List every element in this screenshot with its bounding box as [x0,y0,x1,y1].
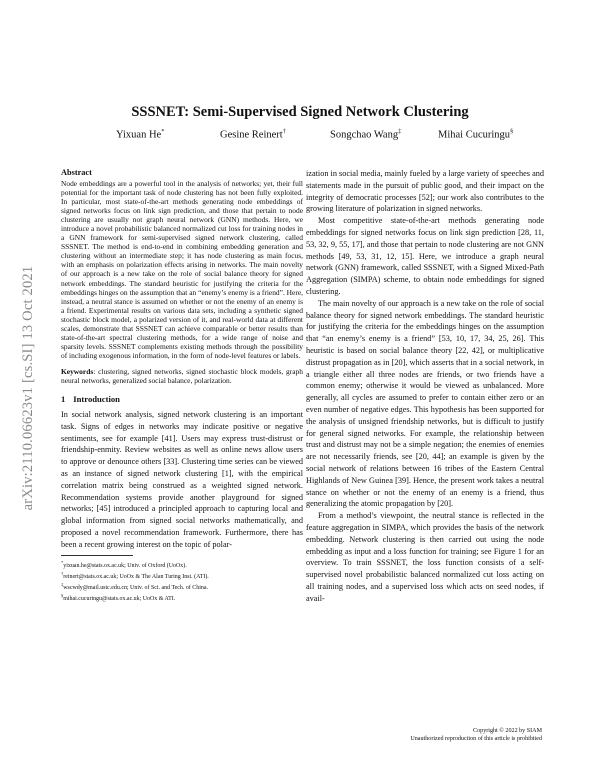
section-title: Introduction [73,394,120,405]
author-name: Songchao Wang [330,129,399,141]
keywords-label: Keywords [61,366,94,376]
footnote [61,570,303,581]
author-3 [330,128,401,141]
keywords [61,367,303,385]
author-mark: † [282,128,286,135]
abstract-text: Node embeddings are a powerful tool in the analysis of networks; yet, their full potential for the important task of node clustering has not been fully exploited. In particular, most state-of-the-art methods generating node embeddings of signed networks focus on link sign prediction, and those that pertain to node clustering are usually not graph neural network (GNN) methods. Here, we introduce a novel probabilistic balanced normalized cut loss for training nodes in a GNN framework for semi-supervised signed network clustering, called SSSNET. The method is end-to-end in combining embedding generation and clustering without an intermediate step; it has node clustering as main focus, with an emphasis on polarization effects arising in networks. The main novelty of our approach is a new take on the role of social balance theory for signed network embeddings. The standard heuristic for justifying the criteria for the embeddings hinges on the assumption that an “enemy’s enemy is a friend”. Here, instead, a neutral stance is assumed on whether or not the enemy of an enemy is a friend. Experimental results on various data sets, including a synthetic signed stochastic block model, a polarized version of it, and real-world data at different scales, demonstrate that SSSNET can achieve comparable or better results than state-of-the-art spectral clustering methods, for a wide range of noise and sparsity levels. SSSNET complements existing methods through the possibility of including exogenous information, in the form of node-level features or labels. [61,179,303,360]
body-paragraph: ization in social media, mainly fueled by a large variety of speeches and statements made in the pursuit of public good, and their impact on the integrity of democratic processes [52]; our work also contributes to the growing literature of polarization in signed networks. [306,169,544,214]
left-column [61,168,303,603]
author-name: Yixuan He [116,129,162,141]
section-heading [61,394,303,404]
intro-paragraph: In social network analysis, signed network clustering is an important task. Signs of edges in networks may indicate positive or negative sentiments, see for example [41]. Users may express trust-distrust or friendship-enmity. Review websites as well as online news allow users to approve or denounce others [33]. Clustering time series can be viewed as an instance of signed network clustering [1], with the empirical correlation matrix being construed as a weighted signed network. Recommendation systems provide another playground for signed networks; [45] introduced a principled approach to capturing local and global information from signed social networks mathematically, and proposed a novel recommendation framework. Furthermore, there has been a recent growing interest on the topic of polar- [61,410,303,549]
body-paragraph: The main novelty of our approach is a new take on the role of social balance theory for signed network embeddings. The standard heuristic for justifying the criteria for the embeddings hinges on the assumption that “an enemy’s enemy is a friend” [53, 10, 17, 34, 25, 26]. This heuristic is based on social balance theory [22, 42], or multiplicative distrust propagation as in [20], which asserts that in a social network, in a triangle either all three nodes are friends, or two friends have a common enemy; otherwise it would be viewed as unbalanced. More generally, all cycles are assumed to prefer to contain either zero or an even number of negative edges. This hypothesis has been supported for the analysis of unsigned friendship networks, but is difficult to justify for general signed networks. For example, the relationship between trust and distrust may not be a simple negation; the enemies of enemies are not necessarily friends, see [20, 44]; an example is given by the social network of relations between 16 tribes of the Eastern Central Highlands of New Guinea [39]. Hence, the present work takes a neutral stance on whether or not the enemy of an enemy is a friend, thus generalizing the atomic propagation by [20]. [306,298,544,509]
footnote-rule [61,555,133,556]
footnote-mark: § [61,592,64,598]
author-name: Gesine Reinert [220,129,283,141]
paper-title: SSSNET: Semi-Supervised Signed Network Clustering [131,104,469,120]
footnote-text: wscwdy@mail.ustc.edu.cn; Univ. of Sci. and Tech. of China. [63,584,208,591]
footnote-mark: ‡ [61,581,64,587]
footnote-mark: † [61,570,64,576]
keywords-text: : clustering, signed networks, signed stochastic block models, graph neural networks, generalized social balance, polarization. [61,366,303,385]
footnote [61,559,303,570]
author-mark: ‡ [398,128,402,135]
arxiv-identifier: arXiv:2110.06623v1 [cs.SI] 13 Oct 2021 [20,265,36,511]
abstract-heading: Abstract [61,168,92,177]
copyright-line: Copyright © 2022 by SIAM [473,728,542,734]
body-paragraph: From a method’s viewpoint, the neutral stance is reflected in the feature aggregation in SIMPA, which provides the basis of the network embedding. Network clustering is then carried out using the node embedding as input and a loss function for training; see Figure 1 for an overview. To train SSSNET, the loss function consists of a self-supervised novel probabilistic balanced normalized cut loss acting on all training nodes, and a supervised loss which acts on seed nodes, if avail- [306,511,544,603]
footnote-text: mihai.cucuringu@stats.ox.ac.uk; UoOx & ATI. [63,595,176,602]
copyright-notice [410,727,542,743]
footnote [61,581,303,592]
footnote [61,592,303,603]
author-4 [438,128,513,141]
author-name: Mihai Cucuringu [438,129,511,141]
author-2 [220,128,286,141]
section-number: 1 [61,394,66,405]
author-mark: § [510,128,514,135]
footnote-text: reinert@stats.ox.ac.uk; UoOx & The Alan Turing Inst. (ATI). [63,573,209,580]
author-mark: * [161,128,165,135]
right-column [306,168,544,604]
body-paragraph: Most competitive state-of-the-art methods generating node embeddings for signed networks focus on link sign prediction [28, 11, 53, 32, 9, 55, 17], and those that pertain to node clustering are not GNN methods [49, 53, 31, 12, 15]. Here, we introduce a graph neural network (GNN) framework, called SSSNET, with a Signed Mixed-Path Aggregation (SIMPA) scheme, to obtain node embeddings for signed clustering. [306,216,544,296]
copyright-line: Unauthorized reproduction of this article is prohibited [410,736,542,743]
author-1 [116,128,164,141]
footnote-mark: * [61,559,64,565]
footnote-text: yixuan.he@stats.ox.ac.uk; Univ. of Oxford (UoOx). [63,562,187,569]
author-list [0,128,600,144]
